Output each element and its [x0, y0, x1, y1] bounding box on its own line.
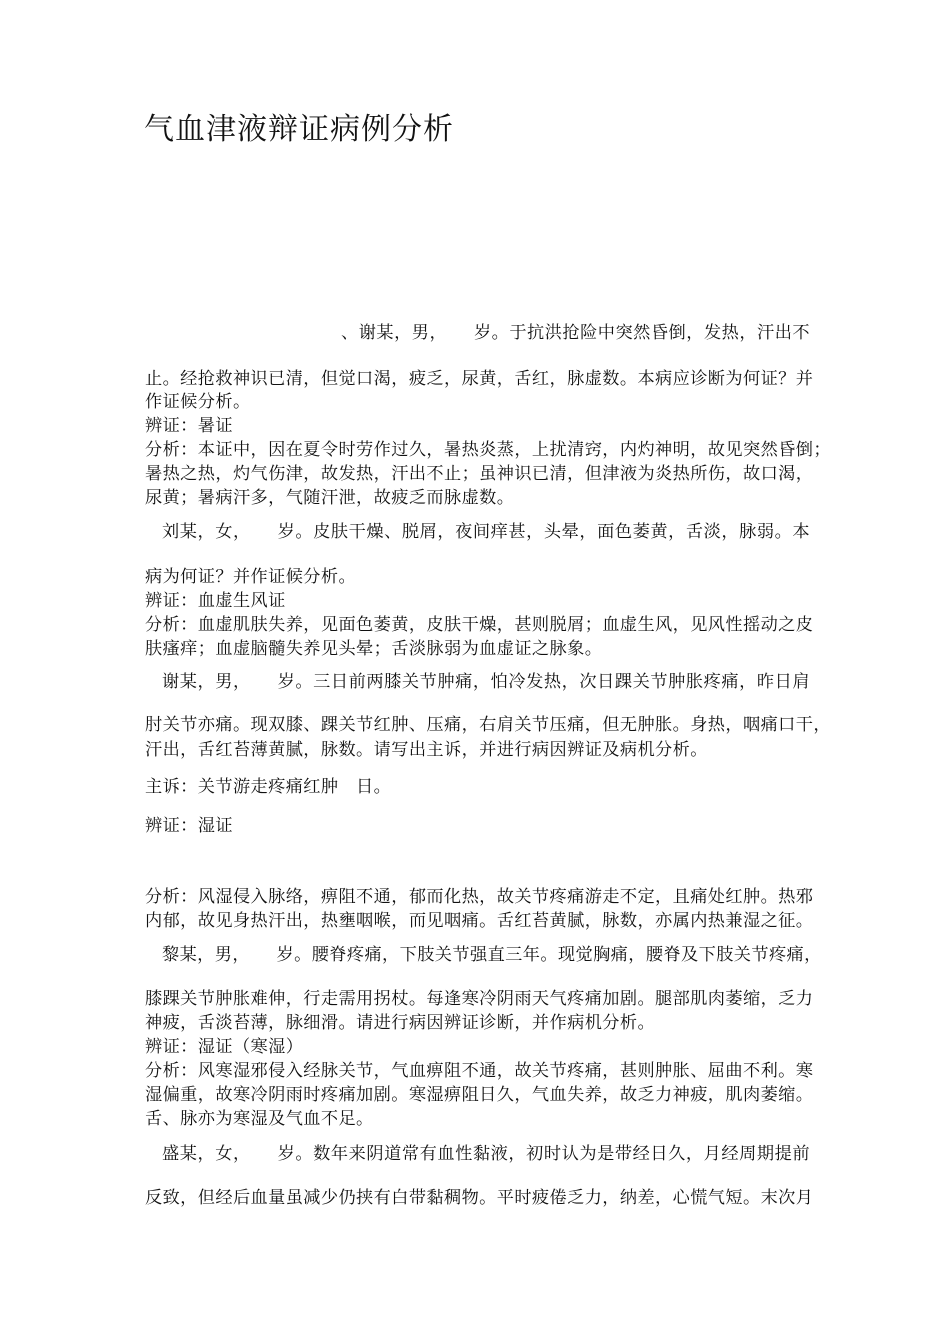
text-line: 谢某，男， 岁。三日前两膝关节肿痛，怕冷发热，次日踝关节肿胀疼痛，昨日肩 — [162, 672, 810, 692]
text-line: 尿黄；暑病汗多，气随汗泄，故疲乏而脉虚数。 — [145, 488, 515, 508]
text-line: 膝踝关节肿胀难伸，行走需用拐杖。每逢寒冷阴雨天气疼痛加剧。腿部肌肉萎缩，乏力 — [145, 989, 814, 1009]
text-line: 、谢某，男， 岁。于抗洪抢险中突然昏倒，发热，汗出不 — [341, 323, 810, 343]
text-line: 汗出，舌红苔薄黄腻，脉数。请写出主诉，并进行病因辨证及病机分析。 — [145, 740, 708, 760]
text-line: 黎某，男， 岁。腰脊疼痛，下肢关节强直三年。现觉胸痛，腰脊及下肢关节疼痛， — [162, 945, 822, 965]
text-line: 分析：血虚肌肤失养，见面色萎黄，皮肤干燥，甚则脱屑；血虚生风，见风性摇动之皮 — [145, 615, 814, 635]
text-line: 辨证：血虚生风证 — [145, 591, 286, 611]
text-line: 肘关节亦痛。现双膝、踝关节红肿、压痛，右肩关节压痛，但无肿胀。身热，咽痛口干， — [145, 715, 831, 735]
text-line: 肤瘙痒；血虚脑髓失养见头晕；舌淡脉弱为血虚证之脉象。 — [145, 639, 603, 659]
text-line: 分析：风寒湿邪侵入经脉关节，气血痹阻不通，故关节疼痛，甚则肿胀、屈曲不利。寒 — [145, 1061, 814, 1081]
text-line: 作证候分析。 — [145, 392, 251, 412]
text-line: 盛某，女， 岁。数年来阴道常有血性黏液，初时认为是带经日久，月经周期提前 — [162, 1144, 810, 1164]
text-line: 病为何证？并作证候分析。 — [145, 567, 357, 587]
text-line: 湿偏重，故寒冷阴雨时疼痛加剧。寒湿痹阻日久，气血失养，故乏力神疲，肌肉萎缩。 — [145, 1085, 814, 1105]
text-line: 主诉：关节游走疼痛红肿 日。 — [145, 777, 392, 797]
text-line: 反致，但经后血量虽减少仍挟有白带黏稠物。平时疲倦乏力，纳差，心慌气短。末次月 — [145, 1188, 814, 1208]
text-line: 舌、脉亦为寒湿及气血不足。 — [145, 1109, 374, 1129]
text-line: 辨证：暑证 — [145, 416, 233, 436]
text-line: 内郁，故见身热汗出，热壅咽喉，而见咽痛。舌红苔黄腻，脉数，亦属内热兼湿之征。 — [145, 911, 814, 931]
text-line: 暑热之热，灼气伤津，故发热，汗出不止；虽神识已清，但津液为炎热所伤，故口渴， — [145, 464, 814, 484]
text-line: 神疲，舌淡苔薄，脉细滑。请进行病因辨证诊断，并作病机分析。 — [145, 1013, 656, 1033]
text-line: 分析：本证中，因在夏令时劳作过久，暑热炎蒸，上扰清窍，内灼神明，故见突然昏倒； — [145, 440, 831, 460]
text-line: 辨证：湿证（寒湿） — [145, 1037, 304, 1057]
text-line: 止。经抢救神识已清，但觉口渴，疲乏，尿黄，舌红，脉虚数。本病应诊断为何证？并 — [145, 369, 814, 389]
document-title: 气血津液辩证病例分析 — [144, 112, 454, 147]
text-line: 分析：风湿侵入脉络，痹阻不通，郁而化热，故关节疼痛游走不定，且痛处红肿。热邪 — [145, 887, 814, 907]
text-line: 辨证：湿证 — [145, 816, 233, 836]
text-line: 刘某，女， 岁。皮肤干燥、脱屑，夜间痒甚，头晕，面色萎黄，舌淡，脉弱。本 — [162, 522, 810, 542]
